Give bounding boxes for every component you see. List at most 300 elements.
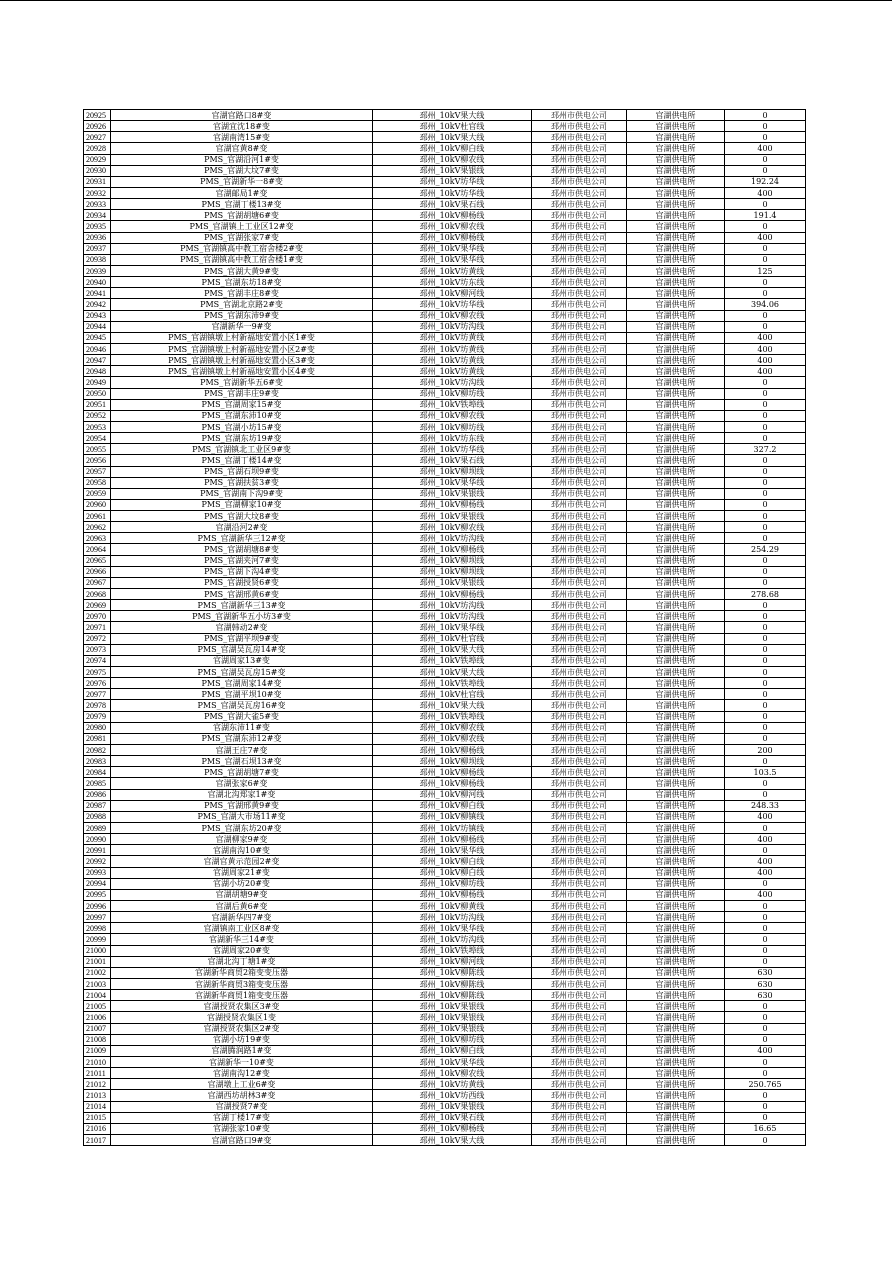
company-cell: 邳州市供电公司 (532, 1079, 627, 1090)
company-cell: 邳州市供电公司 (532, 1023, 627, 1034)
transformer-name-cell: 官湖官路口9#变 (111, 1134, 373, 1145)
company-cell: 邳州市供电公司 (532, 221, 627, 232)
transformer-name-cell: 官湖授贤农集区2#变 (111, 1023, 373, 1034)
transformer-name-cell: PMS_官湖吴瓦房16#变 (111, 700, 373, 711)
capacity-cell: 400 (725, 867, 806, 878)
company-cell: 邳州市供电公司 (532, 555, 627, 566)
feeder-line-cell: 邳州_10kV柳杨线 (373, 767, 532, 778)
table-row (84, 176, 806, 187)
transformer-name-cell: PMS_官湖镇墩上村新福地安置小区1#变 (111, 332, 373, 343)
capacity-cell: 0 (725, 121, 806, 132)
company-cell: 邳州市供电公司 (532, 421, 627, 432)
feeder-line-cell: 邳州_10kV果石线 (373, 455, 532, 466)
company-cell: 邳州市供电公司 (532, 967, 627, 978)
feeder-line-cell: 邳州_10kV坊华线 (373, 299, 532, 310)
feeder-line-cell: 邳州_10kV柳陈线 (373, 978, 532, 989)
row-number-cell: 21007 (84, 1023, 111, 1034)
feeder-line-cell: 邳州_10kV柳杨线 (373, 232, 532, 243)
transformer-name-cell: 官湖西坊胡林3#变 (111, 1090, 373, 1101)
table-row (84, 733, 806, 744)
company-cell: 邳州市供电公司 (532, 433, 627, 444)
feeder-line-cell: 邳州_10kV柳白线 (373, 1045, 532, 1056)
capacity-cell: 0 (725, 165, 806, 176)
company-cell: 邳州市供电公司 (532, 176, 627, 187)
transformer-name-cell: PMS_官湖平坝10#变 (111, 689, 373, 700)
transformer-name-cell: 官湖张家10#变 (111, 1123, 373, 1134)
station-cell: 官湖供电所 (627, 934, 725, 945)
feeder-line-cell: 邳州_10kV果银线 (373, 511, 532, 522)
table-row (84, 544, 806, 555)
feeder-line-cell: 邳州_10kV果银线 (373, 1101, 532, 1112)
transformer-name-cell: 官湖王庄7#变 (111, 745, 373, 756)
station-cell: 官湖供电所 (627, 187, 725, 198)
feeder-line-cell: 邳州_10kV果大线 (373, 644, 532, 655)
table-row (84, 622, 806, 633)
transformer-name-cell: 官湖沿河2#变 (111, 522, 373, 533)
row-number-cell: 21001 (84, 956, 111, 967)
station-cell: 官湖供电所 (627, 511, 725, 522)
table-row (84, 577, 806, 588)
row-number-cell: 20952 (84, 410, 111, 421)
station-cell: 官湖供电所 (627, 143, 725, 154)
transformer-name-cell: PMS_官湖新华五6#变 (111, 377, 373, 388)
company-cell: 邳州市供电公司 (532, 778, 627, 789)
table-row (84, 644, 806, 655)
table-row (84, 277, 806, 288)
transformer-name-cell: PMS_官湖镇北工业区9#变 (111, 444, 373, 455)
table-row (84, 878, 806, 889)
feeder-line-cell: 邳州_10kV果大线 (373, 1134, 532, 1145)
row-number-cell: 20971 (84, 622, 111, 633)
table-row (84, 455, 806, 466)
capacity-cell: 0 (725, 466, 806, 477)
row-number-cell: 20946 (84, 343, 111, 354)
feeder-line-cell: 邳州_10kV坊黄线 (373, 332, 532, 343)
company-cell: 邳州市供电公司 (532, 990, 627, 1001)
table-row (84, 143, 806, 154)
company-cell: 邳州市供电公司 (532, 722, 627, 733)
feeder-line-cell: 邳州_10kV柳坝线 (373, 756, 532, 767)
feeder-line-cell: 邳州_10kV柳镇线 (373, 811, 532, 822)
table-row (84, 1023, 806, 1034)
table-row (84, 722, 806, 733)
capacity-cell: 630 (725, 978, 806, 989)
company-cell: 邳州市供电公司 (532, 187, 627, 198)
capacity-cell: 200 (725, 745, 806, 756)
station-cell: 官湖供电所 (627, 1001, 725, 1012)
feeder-line-cell: 邳州_10kV柳杨线 (373, 589, 532, 600)
station-cell: 官湖供电所 (627, 555, 725, 566)
transformer-name-cell: 官湖授贤7#变 (111, 1101, 373, 1112)
transformer-name-cell: PMS_官湖新华一8#变 (111, 176, 373, 187)
transformer-name-cell: PMS_官湖大坟8#变 (111, 511, 373, 522)
capacity-cell: 0 (725, 600, 806, 611)
table-row (84, 154, 806, 165)
company-cell: 邳州市供电公司 (532, 611, 627, 622)
company-cell: 邳州市供电公司 (532, 321, 627, 332)
company-cell: 邳州市供电公司 (532, 1101, 627, 1112)
row-number-cell: 20962 (84, 522, 111, 533)
transformer-name-cell: PMS_官湖授贤6#变 (111, 577, 373, 588)
station-cell: 官湖供电所 (627, 811, 725, 822)
transformer-name-cell: 官湖柳家9#变 (111, 834, 373, 845)
capacity-cell: 0 (725, 655, 806, 666)
table-row (84, 355, 806, 366)
station-cell: 官湖供电所 (627, 633, 725, 644)
feeder-line-cell: 邳州_10kV柳河线 (373, 956, 532, 967)
feeder-line-cell: 邳州_10kV坊沟线 (373, 934, 532, 945)
station-cell: 官湖供电所 (627, 900, 725, 911)
station-cell: 官湖供电所 (627, 165, 725, 176)
row-number-cell: 20972 (84, 633, 111, 644)
feeder-line-cell: 邳州_10kV坊沟线 (373, 377, 532, 388)
capacity-cell: 0 (725, 1012, 806, 1023)
feeder-line-cell: 邳州_10kV柳农线 (373, 221, 532, 232)
row-number-cell: 20974 (84, 655, 111, 666)
capacity-cell: 0 (725, 555, 806, 566)
row-number-cell: 20938 (84, 254, 111, 265)
row-number-cell: 20960 (84, 499, 111, 510)
capacity-cell: 400 (725, 834, 806, 845)
table-row (84, 210, 806, 221)
station-cell: 官湖供电所 (627, 600, 725, 611)
company-cell: 邳州市供电公司 (532, 923, 627, 934)
station-cell: 官湖供电所 (627, 343, 725, 354)
row-number-cell: 20928 (84, 143, 111, 154)
row-number-cell: 20981 (84, 733, 111, 744)
station-cell: 官湖供电所 (627, 421, 725, 432)
station-cell: 官湖供电所 (627, 433, 725, 444)
table-row (84, 1034, 806, 1045)
transformer-name-cell: PMS_官湖东坊20#变 (111, 823, 373, 834)
table-row (84, 689, 806, 700)
capacity-cell: 400 (725, 889, 806, 900)
table-row (84, 678, 806, 689)
capacity-cell: 0 (725, 221, 806, 232)
station-cell: 官湖供电所 (627, 756, 725, 767)
table-row (84, 1001, 806, 1012)
row-number-cell: 20966 (84, 566, 111, 577)
table-row (84, 1090, 806, 1101)
feeder-line-cell: 邳州_10kV果大线 (373, 700, 532, 711)
company-cell: 邳州市供电公司 (532, 889, 627, 900)
feeder-line-cell: 邳州_10kV坊沟线 (373, 912, 532, 923)
table-row (84, 956, 806, 967)
capacity-cell: 0 (725, 410, 806, 421)
table-row (84, 366, 806, 377)
company-cell: 邳州市供电公司 (532, 1112, 627, 1123)
station-cell: 官湖供电所 (627, 722, 725, 733)
feeder-line-cell: 邳州_10kV柳坝线 (373, 555, 532, 566)
table-row (84, 165, 806, 176)
transformer-name-cell: PMS_官湖东沛9#变 (111, 310, 373, 321)
table-row (84, 555, 806, 566)
capacity-cell: 0 (725, 756, 806, 767)
transformer-name-cell: PMS_官湖南下沟9#变 (111, 488, 373, 499)
row-number-cell: 20941 (84, 288, 111, 299)
feeder-line-cell: 邳州_10kV柳农线 (373, 310, 532, 321)
company-cell: 邳州市供电公司 (532, 210, 627, 221)
capacity-cell: 0 (725, 1090, 806, 1101)
table-row (84, 945, 806, 956)
capacity-cell: 630 (725, 990, 806, 1001)
feeder-line-cell: 邳州_10kV坊沟线 (373, 533, 532, 544)
row-number-cell: 20996 (84, 900, 111, 911)
capacity-cell: 0 (725, 321, 806, 332)
table-row (84, 756, 806, 767)
company-cell: 邳州市供电公司 (532, 199, 627, 210)
transformer-name-cell: PMS_官湖丰庄9#变 (111, 388, 373, 399)
company-cell: 邳州市供电公司 (532, 912, 627, 923)
table-row (84, 488, 806, 499)
table-row (84, 767, 806, 778)
company-cell: 邳州市供电公司 (532, 789, 627, 800)
station-cell: 官湖供电所 (627, 265, 725, 276)
company-cell: 邳州市供电公司 (532, 756, 627, 767)
transformer-name-cell: 官湖官黄示范园2#变 (111, 856, 373, 867)
station-cell: 官湖供电所 (627, 889, 725, 900)
table-row (84, 199, 806, 210)
capacity-cell: 250.765 (725, 1079, 806, 1090)
station-cell: 官湖供电所 (627, 1090, 725, 1101)
capacity-cell: 0 (725, 199, 806, 210)
table-row (84, 800, 806, 811)
row-number-cell: 20929 (84, 154, 111, 165)
table-row (84, 265, 806, 276)
capacity-cell: 0 (725, 622, 806, 633)
feeder-line-cell: 邳州_10kV柳白线 (373, 143, 532, 154)
row-number-cell: 20953 (84, 421, 111, 432)
table-row (84, 243, 806, 254)
station-cell: 官湖供电所 (627, 1045, 725, 1056)
row-number-cell: 21003 (84, 978, 111, 989)
company-cell: 邳州市供电公司 (532, 1123, 627, 1134)
feeder-line-cell: 邳州_10kV果华线 (373, 254, 532, 265)
row-number-cell: 21005 (84, 1001, 111, 1012)
station-cell: 官湖供电所 (627, 1134, 725, 1145)
station-cell: 官湖供电所 (627, 366, 725, 377)
company-cell: 邳州市供电公司 (532, 845, 627, 856)
feeder-line-cell: 邳州_10kV果银线 (373, 1001, 532, 1012)
company-cell: 邳州市供电公司 (532, 522, 627, 533)
feeder-line-cell: 邳州_10kV果银线 (373, 1012, 532, 1023)
transformer-name-cell: 官湖小坊20#变 (111, 878, 373, 889)
table-row (84, 377, 806, 388)
table-row (84, 299, 806, 310)
table-row (84, 1079, 806, 1090)
company-cell: 邳州市供电公司 (532, 678, 627, 689)
feeder-line-cell: 邳州_10kV坊黄线 (373, 343, 532, 354)
capacity-cell: 0 (725, 956, 806, 967)
feeder-line-cell: 邳州_10kV柳农线 (373, 410, 532, 421)
capacity-cell: 400 (725, 355, 806, 366)
company-cell: 邳州市供电公司 (532, 566, 627, 577)
row-number-cell: 20987 (84, 800, 111, 811)
station-cell: 官湖供电所 (627, 700, 725, 711)
row-number-cell: 20930 (84, 165, 111, 176)
feeder-line-cell: 邳州_10kV杜官线 (373, 689, 532, 700)
row-number-cell: 21009 (84, 1045, 111, 1056)
row-number-cell: 20961 (84, 511, 111, 522)
feeder-line-cell: 邳州_10kV坊华线 (373, 176, 532, 187)
row-number-cell: 20948 (84, 366, 111, 377)
table-row (84, 343, 806, 354)
feeder-line-cell: 邳州_10kV柳杨线 (373, 745, 532, 756)
company-cell: 邳州市供电公司 (532, 1001, 627, 1012)
row-number-cell: 20994 (84, 878, 111, 889)
row-number-cell: 20949 (84, 377, 111, 388)
feeder-line-cell: 邳州_10kV柳白线 (373, 867, 532, 878)
company-cell: 邳州市供电公司 (532, 700, 627, 711)
station-cell: 官湖供电所 (627, 878, 725, 889)
table-row (84, 1112, 806, 1123)
company-cell: 邳州市供电公司 (532, 366, 627, 377)
capacity-cell: 0 (725, 388, 806, 399)
row-number-cell: 21006 (84, 1012, 111, 1023)
company-cell: 邳州市供电公司 (532, 622, 627, 633)
company-cell: 邳州市供电公司 (532, 1134, 627, 1145)
company-cell: 邳州市供电公司 (532, 288, 627, 299)
company-cell: 邳州市供电公司 (532, 600, 627, 611)
capacity-cell: 630 (725, 967, 806, 978)
capacity-cell: 254.29 (725, 544, 806, 555)
table-row (84, 667, 806, 678)
station-cell: 官湖供电所 (627, 967, 725, 978)
table-row (84, 834, 806, 845)
table-row (84, 1056, 806, 1067)
capacity-cell: 0 (725, 900, 806, 911)
transformer-name-cell: PMS_官湖周家15#变 (111, 399, 373, 410)
station-cell: 官湖供电所 (627, 912, 725, 923)
station-cell: 官湖供电所 (627, 678, 725, 689)
capacity-cell: 0 (725, 533, 806, 544)
transformer-name-cell: PMS_官湖吴瓦房15#变 (111, 667, 373, 678)
feeder-line-cell: 邳州_10kV柳坊线 (373, 421, 532, 432)
feeder-line-cell: 邳州_10kV果大线 (373, 110, 532, 121)
table-row (84, 934, 806, 945)
transformer-name-cell: PMS_官湖东坊19#变 (111, 433, 373, 444)
table-row (84, 978, 806, 989)
table-row (84, 132, 806, 143)
table-row (84, 499, 806, 510)
capacity-cell: 0 (725, 132, 806, 143)
station-cell: 官湖供电所 (627, 745, 725, 756)
station-cell: 官湖供电所 (627, 377, 725, 388)
row-number-cell: 20936 (84, 232, 111, 243)
transformer-name-cell: 官湖镇南工业区8#变 (111, 923, 373, 934)
row-number-cell: 20945 (84, 332, 111, 343)
capacity-cell: 0 (725, 499, 806, 510)
company-cell: 邳州市供电公司 (532, 399, 627, 410)
station-cell: 官湖供电所 (627, 1101, 725, 1112)
company-cell: 邳州市供电公司 (532, 945, 627, 956)
row-number-cell: 20995 (84, 889, 111, 900)
capacity-cell: 394.06 (725, 299, 806, 310)
capacity-cell: 0 (725, 433, 806, 444)
feeder-line-cell: 邳州_10kV柳坊线 (373, 388, 532, 399)
capacity-cell: 0 (725, 878, 806, 889)
feeder-line-cell: 邳州_10kV果华线 (373, 477, 532, 488)
feeder-line-cell: 邳州_10kV柳河线 (373, 789, 532, 800)
company-cell: 邳州市供电公司 (532, 1068, 627, 1079)
transformer-name-cell: PMS_官湖大黄9#变 (111, 265, 373, 276)
capacity-cell: 0 (725, 1068, 806, 1079)
table-row (84, 410, 806, 421)
station-cell: 官湖供电所 (627, 544, 725, 555)
station-cell: 官湖供电所 (627, 566, 725, 577)
transformer-name-cell: PMS_官湖东坊18#变 (111, 277, 373, 288)
station-cell: 官湖供电所 (627, 1034, 725, 1045)
station-cell: 官湖供电所 (627, 299, 725, 310)
transformer-name-cell: 官湖授贤农集区1变 (111, 1012, 373, 1023)
table-row (84, 288, 806, 299)
feeder-line-cell: 邳州_10kV柳坝线 (373, 466, 532, 477)
transformer-name-cell: PMS_官湖新华三13#变 (111, 600, 373, 611)
station-cell: 官湖供电所 (627, 355, 725, 366)
feeder-line-cell: 邳州_10kV铁埠线 (373, 711, 532, 722)
row-number-cell: 20980 (84, 722, 111, 733)
feeder-line-cell: 邳州_10kV铁埠线 (373, 945, 532, 956)
transformer-name-cell: 官湖官黄8#变 (111, 143, 373, 154)
row-number-cell: 20944 (84, 321, 111, 332)
row-number-cell: 20983 (84, 756, 111, 767)
table-row (84, 187, 806, 198)
capacity-cell: 0 (725, 455, 806, 466)
row-number-cell: 20986 (84, 789, 111, 800)
table-row (84, 711, 806, 722)
station-cell: 官湖供电所 (627, 1056, 725, 1067)
company-cell: 邳州市供电公司 (532, 834, 627, 845)
station-cell: 官湖供电所 (627, 488, 725, 499)
table-row (84, 1045, 806, 1056)
station-cell: 官湖供电所 (627, 221, 725, 232)
transformer-name-cell: PMS_官湖镇墩上村新福地安置小区4#变 (111, 366, 373, 377)
row-number-cell: 20992 (84, 856, 111, 867)
transformer-name-cell: 官湖新华商贸1箱变变压器 (111, 990, 373, 1001)
station-cell: 官湖供电所 (627, 1068, 725, 1079)
company-cell: 邳州市供电公司 (532, 878, 627, 889)
row-number-cell: 20998 (84, 923, 111, 934)
row-number-cell: 21017 (84, 1134, 111, 1145)
transformer-name-cell: PMS_官湖镇墩上村新福地安置小区2#变 (111, 343, 373, 354)
capacity-cell: 0 (725, 1134, 806, 1145)
transformer-name-cell: PMS_官湖胡塘7#变 (111, 767, 373, 778)
feeder-line-cell: 邳州_10kV果华线 (373, 622, 532, 633)
feeder-line-cell: 邳州_10kV果石线 (373, 1112, 532, 1123)
station-cell: 官湖供电所 (627, 1112, 725, 1123)
station-cell: 官湖供电所 (627, 466, 725, 477)
row-number-cell: 20982 (84, 745, 111, 756)
capacity-cell: 103.5 (725, 767, 806, 778)
table-row (84, 433, 806, 444)
station-cell: 官湖供电所 (627, 132, 725, 143)
company-cell: 邳州市供电公司 (532, 132, 627, 143)
row-number-cell: 20991 (84, 845, 111, 856)
transformer-name-cell: PMS_官湖镇高中教工宿舍楼1#变 (111, 254, 373, 265)
feeder-line-cell: 邳州_10kV铁埠线 (373, 399, 532, 410)
company-cell: 邳州市供电公司 (532, 1090, 627, 1101)
company-cell: 邳州市供电公司 (532, 689, 627, 700)
row-number-cell: 20990 (84, 834, 111, 845)
transformer-name-cell: PMS_官湖石坝9#变 (111, 466, 373, 477)
station-cell: 官湖供电所 (627, 834, 725, 845)
row-number-cell: 20969 (84, 600, 111, 611)
row-number-cell: 20977 (84, 689, 111, 700)
capacity-cell: 0 (725, 522, 806, 533)
row-number-cell: 21015 (84, 1112, 111, 1123)
row-number-cell: 21016 (84, 1123, 111, 1134)
transformer-name-cell: 官湖韩动2#变 (111, 622, 373, 633)
